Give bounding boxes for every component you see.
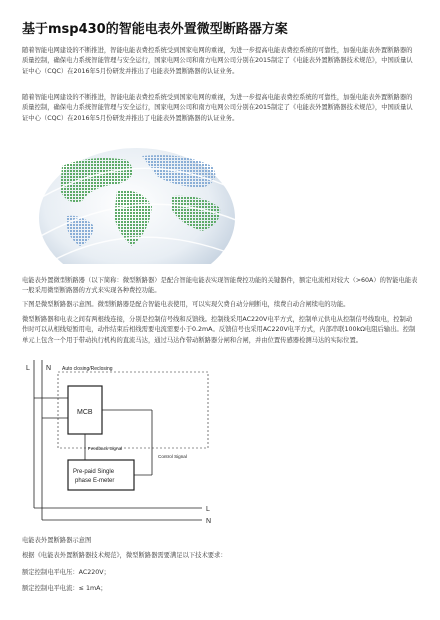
requirement-current: 额定控制电平电流：≤ 1mA； (22, 585, 107, 592)
mcb-label: MCB (77, 409, 93, 416)
line-l-label: L (26, 365, 30, 372)
paragraph-intro: 随着智能电网建设的不断推进，智能电能表费控系统受到国家电网的重视，为进一步提高电能表费控系统的可靠性，加强电能表外置断路器的质量控制，确保电力系统智能管理与安全运行，国家电网公司和南方电网公司分别在2015制定了《电能表外置断路器技术规范》，中国质量认证中心（CQC）在2016年5月份研发并推出了电能表外置断路器的认证业务。 (22, 47, 413, 75)
line-n-label: N (46, 365, 52, 372)
bottom-n-label: N (206, 518, 212, 525)
smart-grid-globe-image (22, 146, 252, 264)
breaker-wiring-diagram (22, 358, 222, 530)
meter-box (68, 460, 134, 490)
paragraph-diagram-intro: 下图是微型断路器示意图。微型断路器是配合智能电表使用，可以实现欠费自动分闸断电，续费自动合闸续电的功能。 (22, 301, 350, 308)
auto-closing-label: Auto closing/Reclosing (62, 366, 113, 372)
document-title: 基于msp430的智能电表外置微型断路器方案 (22, 22, 288, 37)
requirement-voltage: 额定控制电平电压：AC220V； (22, 569, 110, 576)
meter-label-line1: Pre-paid Single (73, 469, 115, 475)
control-signal-label: Control Signal (158, 454, 187, 459)
feedback-signal-label: Feedback Signal (88, 446, 123, 451)
meter-label-line2: phase E-meter (75, 478, 115, 484)
paragraph-requirements-intro: 根据《电能表外置断路器技术规范》，微型断路器需要满足以下技术要求： (22, 552, 227, 559)
bottom-l-label: L (206, 506, 210, 513)
paragraph-wiring-description: 微型断路器和电表之间有两根线连接，分别是控制信号线和反馈线。控制线采用AC220V电平方式，控制单元供电从控制信号线取电，控制动作时可以从相线短暂用电，动作结束后相线需要电流需要小于0.2mA。反馈信号也采用AC220V电平方式，内部串联100kΩ电阻后输出。控制单元上包含一个用于带动执行机构的直流马达，通过马达作带动断路器分闸和合闸，并由位置传感器检测马达的实际位置。 (22, 316, 416, 344)
paragraph-breaker-definition: 电能表外置微型断路器（以下简称：微型断路器）是配合智能电能表实现智能费控功能的关键器件，额定电流相对较大（>60A）的智能电能表一般采用微型断路器的方式来实现各种费控功能。 (22, 277, 418, 295)
paragraph-intro-repeat: 随着智能电网建设的不断推进，智能电能表费控系统受到国家电网的重视，为进一步提高电能表费控系统的可靠性，加强电能表外置断路器的质量控制，确保电力系统智能管理与安全运行，国家电网公司和南方电网公司分别在2015制定了《电能表外置断路器技术规范》，中国质量认证中心（CQC）在2016年5月份研发并推出了电能表外置断路器的认证业务。 (22, 94, 413, 122)
diagram-caption: 电能表外置断路器示意图 (22, 537, 92, 544)
